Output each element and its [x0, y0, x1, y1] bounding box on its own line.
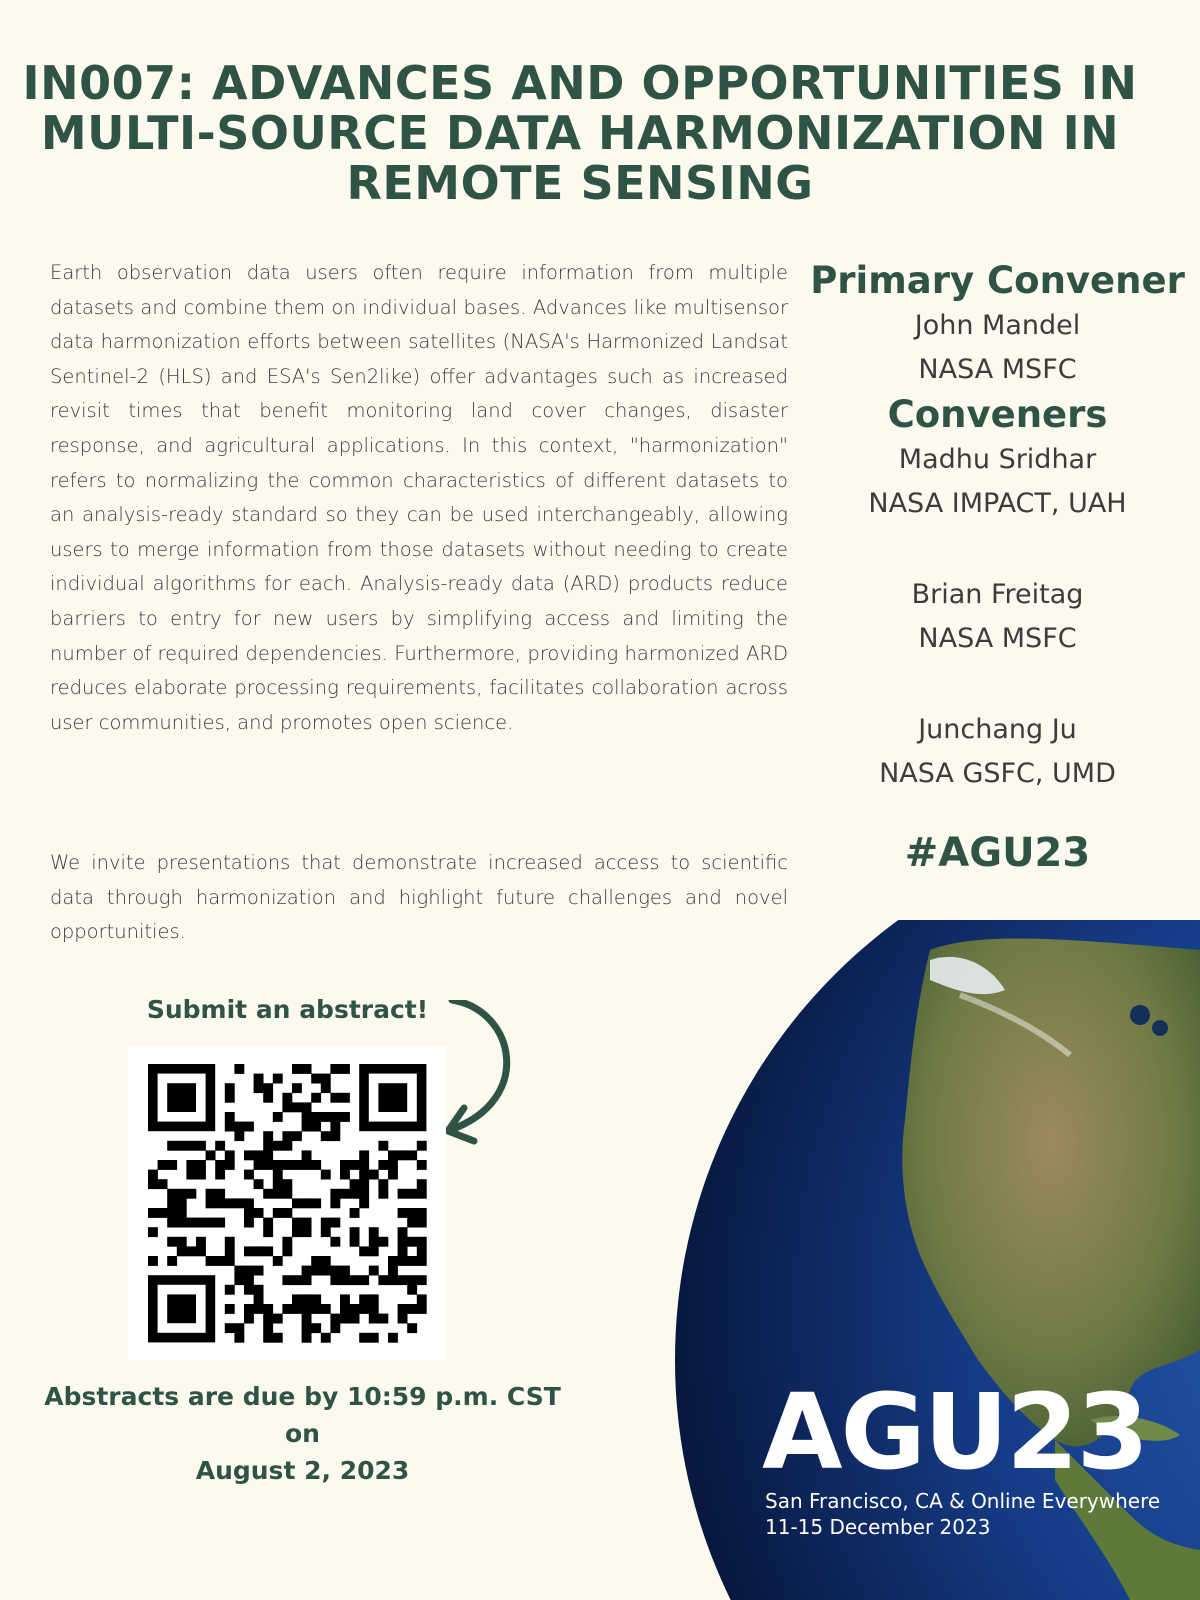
title-line-3: REMOTE SENSING: [346, 156, 814, 210]
deadline-line-1: Abstracts are due by 10:59 p.m. CST on: [44, 1382, 561, 1448]
primary-convener-heading: Primary Convener: [810, 259, 1185, 302]
qr-code[interactable]: [128, 1046, 446, 1360]
title-line-2: MULTI-SOURCE DATA HARMONIZATION IN: [40, 106, 1120, 160]
convener-name: Brian Freitag: [911, 579, 1084, 610]
qr-code-icon: [128, 1046, 446, 1360]
primary-convener-name: John Mandel: [914, 310, 1081, 341]
description-paragraph-1: Earth observation data users often require information from multiple datasets and combine them on individual bases. Advances like multisensor data harmonization efforts between satellites (NASA's Harmonized Landsat Sentinel-2 (HLS) and ESA's Sen2like) offer advantages such as increased revisit times that benefit monitoring land cover changes, disaster response, and agricultural applications. In this context, "harmonization" refers to normalizing the common characteristics of different datasets to an analysis-ready standard so they can be used interchangeably, allowing users to merge information from those datasets without needing to create individual algorithms for each. Analysis-ready data (ARD) products reduce barriers to entry for new users by simplifying access and limiting the number of required dependencies. Furthermore, providing harmonized ARD reduces elaborate processing requirements, facilitates collaboration across user communities, and promotes open science.: [50, 261, 788, 734]
convener-org: NASA IMPACT, UAH: [868, 488, 1127, 519]
deadline-text: [40, 1378, 565, 1489]
deadline-line-2: August 2, 2023: [195, 1456, 410, 1485]
submit-abstract-label: Submit an abstract!: [146, 995, 429, 1024]
event-location: San Francisco, CA & Online Everywhere: [765, 1489, 1161, 1513]
conveners-panel: [800, 258, 1195, 876]
convener-org: NASA MSFC: [918, 623, 1077, 654]
conveners-heading: Conveners: [887, 393, 1108, 436]
poster-title: [20, 58, 1140, 208]
event-dates: 11-15 December 2023: [765, 1515, 991, 1539]
convener-name: Junchang Ju: [918, 714, 1077, 745]
convener-name: Madhu Sridhar: [898, 444, 1097, 475]
hashtag: #AGU23: [904, 830, 1091, 876]
title-line-1: IN007: ADVANCES AND OPPORTUNITIES IN: [22, 56, 1138, 110]
convener-org: NASA GSFC, UMD: [879, 758, 1116, 789]
primary-convener-org: NASA MSFC: [918, 354, 1077, 385]
curved-arrow-icon: [440, 1000, 530, 1170]
description-paragraph-2: We invite presentations that demonstrate increased access to scientific data through harmonization and highlight future challenges and novel opportunities.: [50, 851, 788, 944]
agu23-logo: AGU23: [762, 1371, 1148, 1493]
